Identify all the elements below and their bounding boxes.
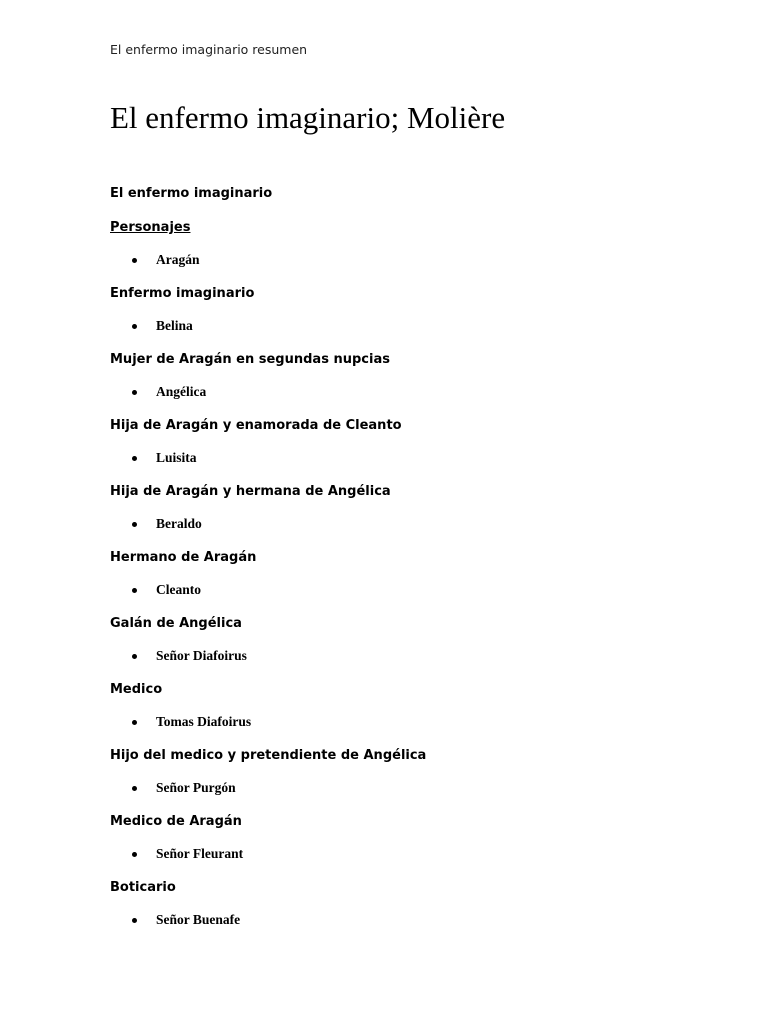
character-entry (0, 778, 768, 844)
character-description: Galán de Angélica (110, 616, 242, 631)
character-entry (0, 250, 768, 316)
bullet-icon (132, 522, 137, 527)
character-entry (0, 316, 768, 382)
bullet-icon (132, 456, 137, 461)
character-description: Boticario (110, 880, 176, 895)
bullet-icon (132, 654, 137, 659)
character-name: Angélica (156, 384, 207, 399)
character-name: Luisita (156, 450, 197, 465)
character-entry (0, 844, 768, 910)
character-description: Hijo del medico y pretendiente de Angélica (110, 748, 427, 763)
character-name: Aragán (156, 252, 200, 267)
character-name: Tomas Diafoirus (156, 714, 252, 729)
character-name: Señor Fleurant (156, 846, 244, 861)
bullet-icon (132, 588, 137, 593)
character-name: Cleanto (156, 582, 201, 597)
character-entry (0, 646, 768, 712)
character-entry (0, 448, 768, 514)
character-name: Señor Purgón (156, 780, 236, 795)
bullet-icon (132, 258, 137, 263)
character-list (0, 250, 768, 976)
character-name: Beraldo (156, 516, 202, 531)
character-description: Mujer de Aragán en segundas nupcias (110, 352, 390, 367)
bullet-icon (132, 852, 137, 857)
character-entry (0, 712, 768, 778)
section-heading: El enfermo imaginario (110, 186, 273, 201)
character-entry (0, 514, 768, 580)
bullet-icon (132, 918, 137, 923)
bullet-icon (132, 324, 137, 329)
characters-subheading: Personajes (110, 220, 191, 235)
character-description: Hija de Aragán y hermana de Angélica (110, 484, 391, 499)
character-name: Señor Diafoirus (156, 648, 247, 663)
character-entry (0, 910, 768, 976)
document-title: El enfermo imaginario; Molière (110, 100, 506, 135)
character-description: Hija de Aragán y enamorada de Cleanto (110, 418, 402, 433)
bullet-icon (132, 786, 137, 791)
character-description: Enfermo imaginario (110, 286, 255, 301)
running-header: El enfermo imaginario resumen (110, 42, 308, 57)
character-description: Medico (110, 682, 163, 697)
character-entry (0, 382, 768, 448)
character-entry (0, 580, 768, 646)
bullet-icon (132, 390, 137, 395)
character-description: Medico de Aragán (110, 814, 242, 829)
character-description: Hermano de Aragán (110, 550, 257, 565)
bullet-icon (132, 720, 137, 725)
character-name: Belina (156, 318, 193, 333)
character-name: Señor Buenafe (156, 912, 241, 927)
